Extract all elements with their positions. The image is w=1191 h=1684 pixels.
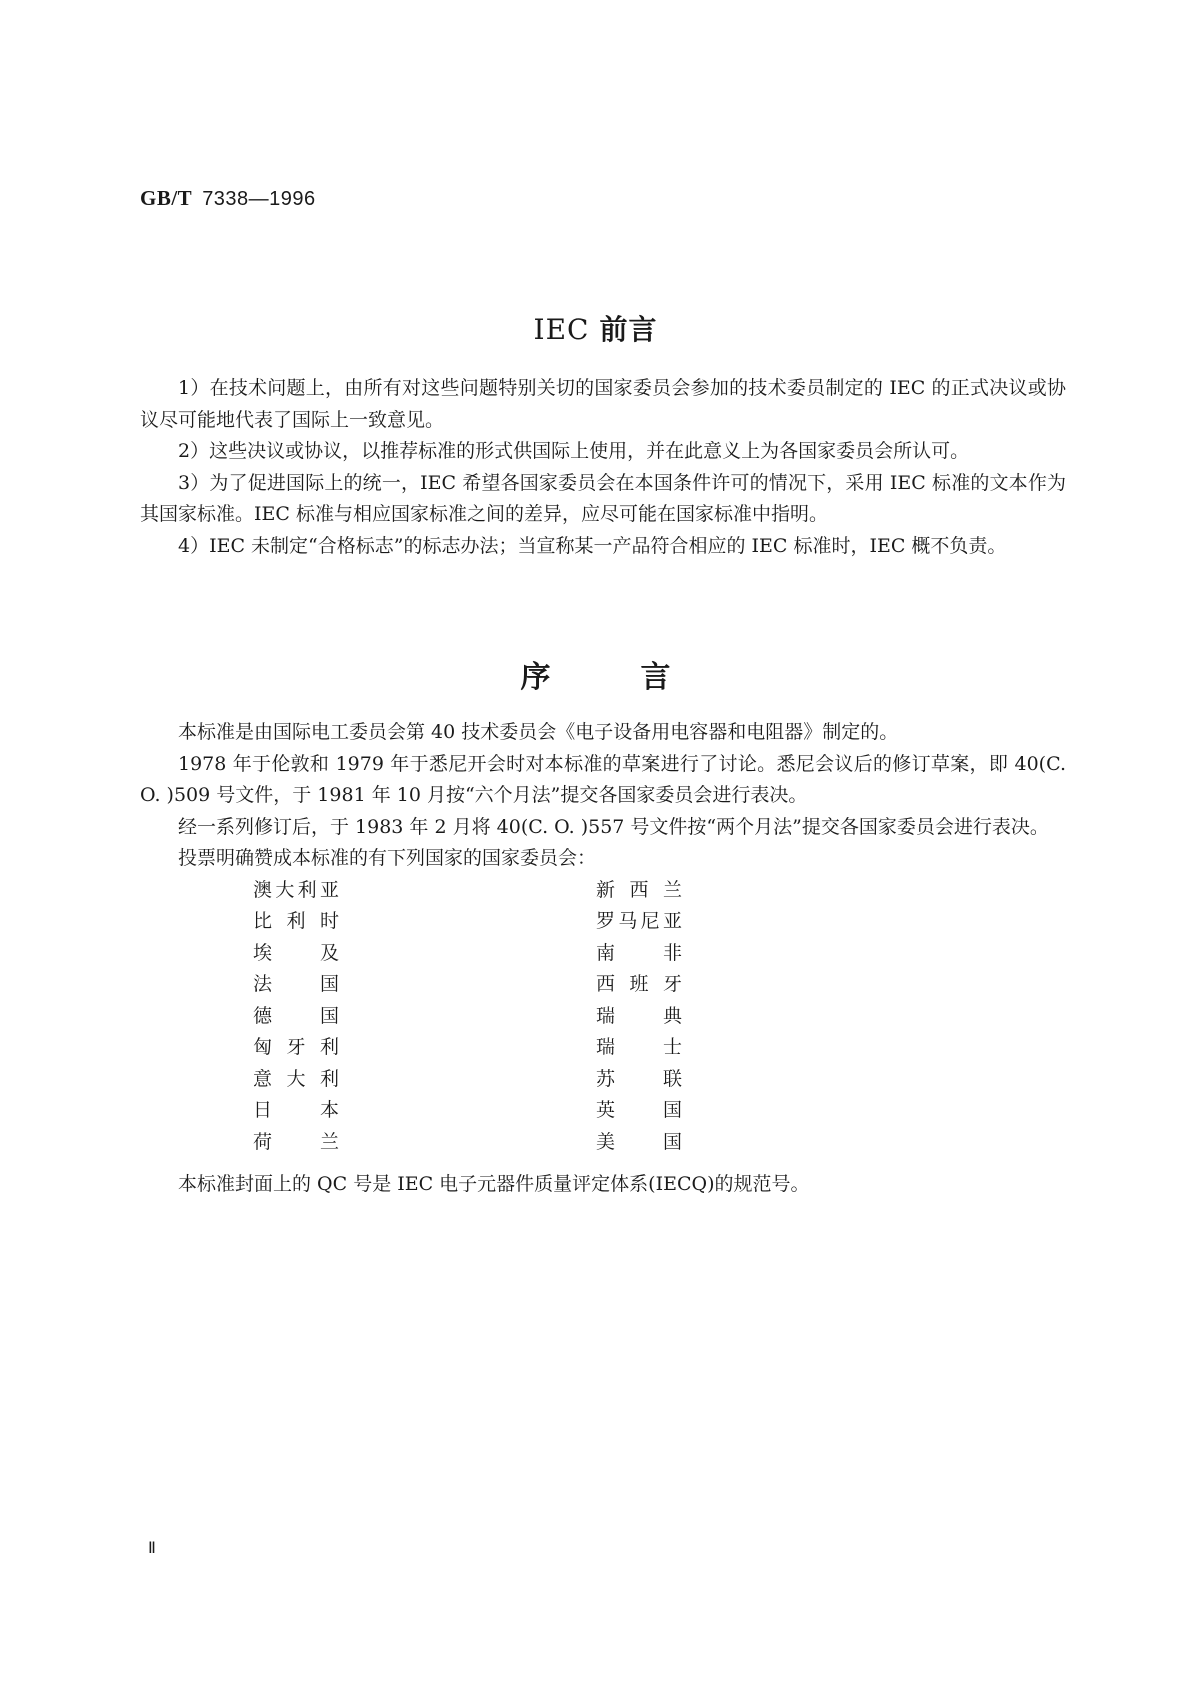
preface-title-char: 言 <box>640 660 671 695</box>
country-name: 澳 大 利 亚 <box>253 878 339 901</box>
country-name: 比 利 时 <box>253 910 339 932</box>
country-name: 南 非 <box>596 941 682 964</box>
country-name: 日 本 <box>253 1099 339 1121</box>
preface-paragraph: 经一系列修订后，于 1983 年 2 月将 40(C. O. )557 号文件按“两个月法”提交各国家委员会进行表决。 <box>178 815 1049 838</box>
country-name: 英 国 <box>596 1099 682 1121</box>
country-name: 埃 及 <box>253 941 339 964</box>
preface-title-char: 序 <box>520 660 551 695</box>
preface-body <box>140 717 1066 1200</box>
preface-closing: 本标准封面上的 QC 号是 IEC 电子元器件质量评定体系(IECQ)的规范号。 <box>178 1172 810 1195</box>
country-column-left <box>253 875 339 1159</box>
standard-header <box>140 186 316 211</box>
iec-paragraph: 1）在技术问题上，由所有对这些问题特别关切的国家委员会参加的技术委员制定的 IEC 的正式决议或协议尽可能地代表了国际上一致意见。 <box>140 377 1066 431</box>
preface-title <box>0 652 1191 696</box>
preface-paragraph: 本标准是由国际电工委员会第 40 技术委员会《电子设备用电容器和电阻器》制定的。 <box>178 721 899 743</box>
standard-number: 7338—1996 <box>202 188 316 210</box>
iec-foreword-title <box>0 308 1191 348</box>
country-name: 法 国 <box>253 973 339 995</box>
country-list <box>140 875 1066 1169</box>
iec-paragraph: 4）IEC 未制定“合格标志”的标志办法；当宣称某一产品符合相应的 IEC 标准时，IEC 概不负责。 <box>178 534 1007 557</box>
iec-title-latin: IEC <box>533 313 590 346</box>
country-name: 苏 联 <box>596 1067 682 1090</box>
iec-paragraph: 2）这些决议或协议，以推荐标准的形式供国际上使用，并在此意义上为各国家委员会所认可。 <box>178 440 970 462</box>
country-name: 瑞 典 <box>596 1004 682 1027</box>
page-number: Ⅱ <box>148 1540 156 1557</box>
iec-paragraph: 3）为了促进国际上的统一，IEC 希望各国家委员会在本国条件许可的情况下，采用 IEC 标准的文本作为其国家标准。IEC 标准与相应国家标准之间的差异，应尽可能在国家标准中指明。 <box>140 471 1066 525</box>
country-name: 美 国 <box>596 1130 682 1153</box>
country-name: 罗 马 尼 亚 <box>596 910 682 932</box>
standard-prefix: GB/T <box>140 186 193 210</box>
country-name: 新 西 兰 <box>596 878 682 901</box>
country-name: 意 大 利 <box>253 1067 339 1090</box>
preface-paragraph: 1978 年于伦敦和 1979 年于悉尼开会时对本标准的草案进行了讨论。悉尼会议后的修订草案，即 40(C. O. )509 号文件，于 1981 年 10 月按“六个月法”提交各国家委员会进行表决。 <box>140 752 1066 806</box>
iec-title-cn: 前言 <box>599 313 658 346</box>
country-name: 荷 兰 <box>253 1130 339 1153</box>
country-name: 西 班 牙 <box>596 973 682 995</box>
preface-paragraph: 投票明确赞成本标准的有下列国家的国家委员会： <box>178 847 597 869</box>
country-column-right <box>596 875 682 1159</box>
iec-foreword-body <box>140 373 1066 562</box>
country-name: 匈 牙 利 <box>253 1036 339 1058</box>
country-name: 瑞 士 <box>596 1036 682 1058</box>
country-name: 德 国 <box>253 1004 339 1027</box>
